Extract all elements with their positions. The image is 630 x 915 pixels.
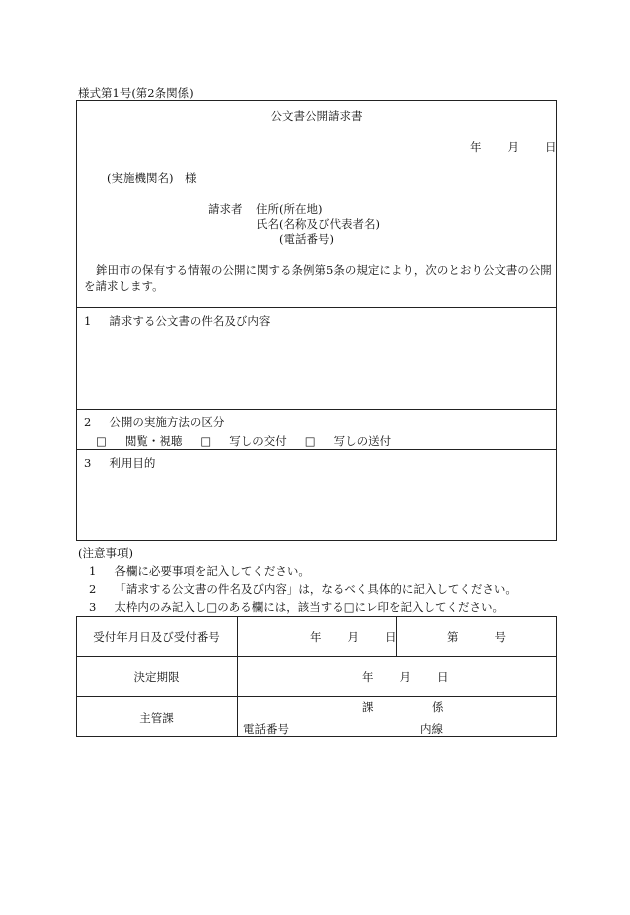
divider	[76, 409, 557, 410]
department-extension: 内線	[420, 722, 443, 736]
requester-address: 住所(所在地)	[256, 202, 323, 216]
notes-heading: (注意事項)	[78, 546, 133, 560]
option-viewing-label: 閲覧・視聴	[124, 434, 183, 448]
request-date	[470, 139, 557, 155]
request-statement: 鉾田市の保有する情報の公開に関する条例第5条の規定により，次のとおり公文書の公開を請求します。	[84, 263, 552, 293]
deadline-month: 月	[399, 670, 411, 684]
section-1-heading	[84, 313, 270, 329]
date-year: 年	[470, 140, 482, 154]
receipt-date	[310, 629, 397, 645]
receipt-number	[447, 629, 506, 645]
page-title: 公文書公開請求書	[270, 109, 363, 123]
department-phone: 電話番号	[243, 722, 289, 736]
addressee: (実施機関名) 様	[107, 171, 197, 185]
date-month: 月	[507, 140, 519, 154]
note-text: 各欄に必要事項を記入してください。	[114, 564, 310, 578]
checkbox-copy-mail[interactable]: □	[304, 434, 316, 448]
divider	[76, 696, 557, 697]
note-text: 太枠内のみ記入し□のある欄には，該当する□にレ印を記入してください。	[114, 600, 505, 614]
disclosure-method-options	[96, 433, 391, 449]
checkbox-copy-delivery[interactable]: □	[200, 434, 212, 448]
receipt-number-prefix: 第	[447, 630, 459, 644]
department-section: 課	[362, 700, 374, 714]
department-unit: 係	[432, 700, 444, 714]
divider	[237, 616, 238, 737]
section-1-label: 請求する公文書の件名及び内容	[109, 314, 271, 328]
note-item	[89, 563, 310, 579]
receipt-label: 受付年月日及び受付番号	[93, 630, 220, 644]
department-label: 主管課	[139, 711, 174, 725]
requester-phone: (電話番号)	[279, 232, 334, 246]
section-3-number: 3	[84, 456, 92, 470]
deadline-day: 日	[437, 670, 449, 684]
option-copy-delivery-label: 写しの交付	[229, 434, 287, 448]
requester-label: 請求者	[208, 202, 243, 216]
receipt-year: 年	[310, 630, 322, 644]
section-3-field[interactable]	[80, 472, 552, 536]
date-day: 日	[545, 140, 557, 154]
receipt-month: 月	[347, 630, 359, 644]
receipt-number-suffix: 号	[494, 630, 506, 644]
note-text: 「請求する公文書の件名及び内容」は，なるべく具体的に記入してください。	[114, 582, 517, 596]
section-1-field[interactable]	[80, 330, 552, 406]
section-2-heading	[84, 414, 224, 430]
form-number-label: 様式第1号(第2条関係)	[78, 86, 194, 100]
note-number: 3	[89, 600, 97, 614]
divider	[76, 449, 557, 450]
note-item	[89, 581, 517, 597]
requester-name: 氏名(名称及び代表者名)	[256, 217, 380, 231]
section-2-number: 2	[84, 415, 92, 429]
note-number: 1	[89, 564, 97, 578]
note-item	[89, 599, 504, 615]
option-copy-mail-label: 写しの送付	[333, 434, 392, 448]
divider	[76, 307, 557, 308]
deadline-year: 年	[362, 670, 374, 684]
section-1-number: 1	[84, 314, 92, 328]
section-3-label: 利用目的	[109, 456, 156, 470]
section-3-heading	[84, 455, 155, 471]
note-number: 2	[89, 582, 97, 596]
deadline-label: 決定期限	[133, 670, 180, 684]
section-2-label: 公開の実施方法の区分	[109, 415, 225, 429]
receipt-day: 日	[385, 630, 397, 644]
divider	[76, 656, 557, 657]
deadline-date	[362, 669, 449, 685]
checkbox-viewing[interactable]: □	[96, 434, 107, 448]
